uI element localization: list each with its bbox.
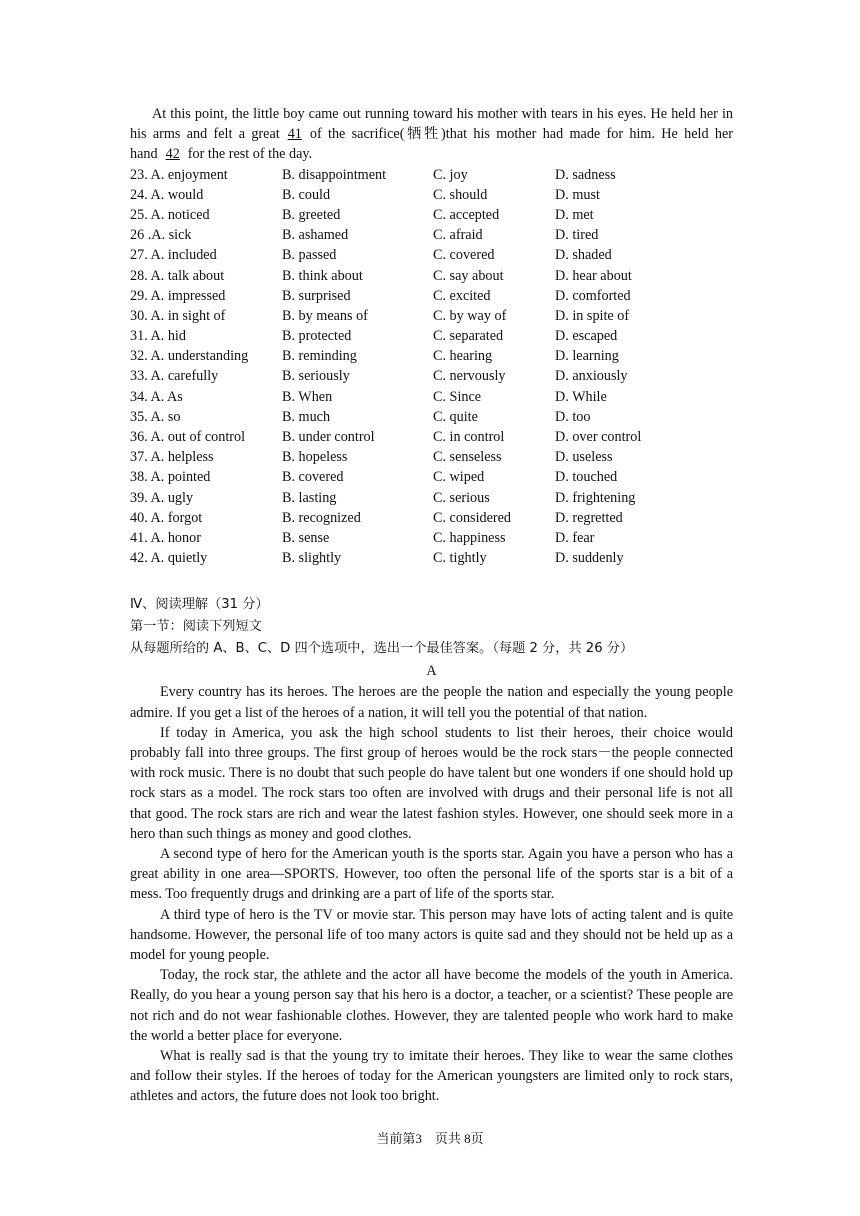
option-b: B. hopeless bbox=[282, 449, 348, 466]
option-a: 26 .A. sick bbox=[130, 227, 192, 244]
option-b: B. sense bbox=[282, 529, 330, 546]
option-a: 34. A. As bbox=[130, 388, 183, 405]
option-row bbox=[130, 427, 733, 447]
option-a: 24. A. would bbox=[130, 186, 204, 203]
option-a: 35. A. so bbox=[130, 408, 181, 425]
option-b: B. reminding bbox=[282, 348, 357, 365]
option-d: D. sadness bbox=[555, 166, 616, 183]
section-instruction: 从每题所给的 A、B、C、D 四个选项中，选出一个最佳答案。（每题 2 分，共 26 分） bbox=[130, 641, 634, 657]
option-c: C. quite bbox=[433, 408, 478, 425]
option-a: 25. A. noticed bbox=[130, 206, 210, 223]
option-a: 23. A. enjoyment bbox=[130, 166, 228, 183]
option-d: D. fear bbox=[555, 529, 595, 546]
passage-paragraph: A third type of hero is the TV or movie star. This person may have lots of acting talent and is quite handsome. However, the personal life of too many actors is quite sad and they should not be held up as a model for young people. bbox=[130, 906, 733, 963]
option-d: D. must bbox=[555, 186, 600, 203]
option-d: D. met bbox=[555, 206, 594, 223]
option-c: C. excited bbox=[433, 287, 491, 304]
option-c: C. accepted bbox=[433, 206, 500, 223]
option-a: 32. A. understanding bbox=[130, 348, 249, 365]
option-row bbox=[130, 225, 733, 245]
option-b: B. ashamed bbox=[282, 227, 349, 244]
option-a: 27. A. included bbox=[130, 247, 217, 264]
option-row bbox=[130, 286, 733, 306]
option-b: B. lasting bbox=[282, 489, 337, 506]
option-a: 38. A. pointed bbox=[130, 469, 211, 486]
blank-42: 42 bbox=[165, 146, 180, 163]
cloze-options-table bbox=[130, 165, 733, 569]
option-c: C. happiness bbox=[433, 529, 506, 546]
option-d: D. suddenly bbox=[555, 550, 624, 567]
option-c: C. considered bbox=[433, 509, 512, 526]
option-d: D. regretted bbox=[555, 509, 623, 526]
option-d: D. in spite of bbox=[555, 307, 630, 324]
intro-text-1: At this point, the little boy came out running toward his mother with tears in his eyes. He held her in his arms and felt a great bbox=[130, 106, 733, 143]
option-row bbox=[130, 266, 733, 286]
passage-label: A bbox=[426, 663, 437, 680]
option-c: C. Since bbox=[433, 388, 482, 405]
option-c: C. in control bbox=[433, 429, 505, 446]
option-row bbox=[130, 447, 733, 467]
option-b: B. slightly bbox=[282, 550, 342, 567]
option-d: D. escaped bbox=[555, 328, 618, 345]
option-b: B. could bbox=[282, 186, 331, 203]
option-b: B. think about bbox=[282, 267, 363, 284]
option-d: D. too bbox=[555, 408, 591, 425]
option-a: 30. A. in sight of bbox=[130, 307, 226, 324]
option-a: 28. A. talk about bbox=[130, 267, 225, 284]
passage-paragraph: What is really sad is that the young try to imitate their heroes. They like to wear the same clothes and follow their styles. If the heroes of today for the American youngsters are limited only to rock stars, athletes and actors, the future does not look too bright. bbox=[130, 1048, 733, 1105]
option-row bbox=[130, 467, 733, 487]
option-a: 42. A. quietly bbox=[130, 550, 208, 567]
option-b: B. When bbox=[282, 388, 333, 405]
option-d: D. anxiously bbox=[555, 368, 628, 385]
option-row bbox=[130, 508, 733, 528]
option-b: B. under control bbox=[282, 429, 375, 446]
option-c: C. hearing bbox=[433, 348, 493, 365]
passage-paragraph: Every country has its heroes. The heroes are the people the nation and especially the young people admire. If you get a list of the heroes of a nation, it will tell you the potential of that nation. bbox=[130, 684, 733, 721]
passage-paragraph: Today, the rock star, the athlete and the actor all have become the models of the youth in America. Really, do you hear a young person say that his hero is a doctor, a teacher, or a scientist? These people are not rich and do not wear fashionable clothes. However, they are talented people who work hard to make the world a better place for everyone. bbox=[130, 967, 733, 1044]
option-row bbox=[130, 306, 733, 326]
option-b: B. greeted bbox=[282, 206, 341, 223]
option-d: D. While bbox=[555, 388, 607, 405]
option-row bbox=[130, 205, 733, 225]
option-b: B. disappointment bbox=[282, 166, 387, 183]
option-row bbox=[130, 528, 733, 548]
option-d: D. learning bbox=[555, 348, 619, 365]
option-b: B. protected bbox=[282, 328, 352, 345]
passage-a bbox=[130, 682, 733, 1106]
option-c: C. by way of bbox=[433, 307, 507, 324]
intro-text-3: for the rest of the day. bbox=[187, 146, 313, 163]
option-a: 37. A. helpless bbox=[130, 449, 214, 466]
option-d: D. useless bbox=[555, 449, 613, 466]
option-a: 33. A. carefully bbox=[130, 368, 219, 385]
option-c: C. senseless bbox=[433, 449, 502, 466]
option-d: D. tired bbox=[555, 227, 599, 244]
option-row bbox=[130, 346, 733, 366]
intro-paragraph bbox=[130, 104, 733, 165]
option-d: D. shaded bbox=[555, 247, 612, 264]
option-row bbox=[130, 185, 733, 205]
blank-41: 41 bbox=[287, 126, 302, 143]
option-row bbox=[130, 407, 733, 427]
option-a: 41. A. honor bbox=[130, 529, 201, 546]
option-row bbox=[130, 387, 733, 407]
passage-paragraph: A second type of hero for the American youth is the sports star. Again you have a person who has a great ability in one area—SPORTS. However, too often the personal life of the sports star is a bit of a mess. Too frequently drugs and drinking are a part of life of the sports star. bbox=[130, 845, 733, 903]
option-b: B. covered bbox=[282, 469, 344, 486]
option-b: B. surprised bbox=[282, 287, 351, 304]
option-c: C. tightly bbox=[433, 550, 487, 567]
option-d: D. frightening bbox=[555, 489, 636, 506]
option-b: B. seriously bbox=[282, 368, 350, 385]
option-c: C. covered bbox=[433, 247, 495, 264]
option-b: B. much bbox=[282, 408, 331, 425]
option-b: B. by means of bbox=[282, 307, 368, 324]
option-c: C. wiped bbox=[433, 469, 485, 486]
option-d: D. hear about bbox=[555, 267, 632, 284]
option-a: 36. A. out of control bbox=[130, 429, 246, 446]
option-row bbox=[130, 488, 733, 508]
option-a: 40. A. forgot bbox=[130, 509, 203, 526]
option-d: D. touched bbox=[555, 469, 618, 486]
option-row bbox=[130, 548, 733, 568]
option-d: D. comforted bbox=[555, 287, 631, 304]
option-c: C. joy bbox=[433, 166, 468, 183]
option-c: C. should bbox=[433, 186, 488, 203]
page-footer: 当前第3 页共 8页 bbox=[376, 1131, 484, 1146]
option-row bbox=[130, 326, 733, 346]
section-subtitle: 第一节：阅读下列短文 bbox=[130, 619, 262, 635]
option-a: 31. A. hid bbox=[130, 328, 186, 345]
option-row bbox=[130, 366, 733, 386]
intro-text-2: of the sacrifice(牺牲)that his mother had made for him. He held her hand bbox=[130, 126, 733, 163]
section-title: Ⅳ、阅读理解（31 分） bbox=[130, 597, 269, 613]
option-c: C. say about bbox=[433, 267, 504, 284]
option-c: C. separated bbox=[433, 328, 504, 345]
passage-paragraph: If today in America, you ask the high school students to list their heroes, their choice would probably fall into three groups. The first group of heroes would be the rock stars－the people connected with rock music. There is no doubt that such people do have talent but one wonders if one should hold up rock stars as a model. The rock stars too often are involved with drugs and their personal life is not all that good. The rock stars are rich and wear the latest fashion styles. However, one should seek more in a hero than such things as money and good clothes. bbox=[130, 724, 733, 842]
option-a: 39. A. ugly bbox=[130, 489, 194, 506]
option-row bbox=[130, 165, 733, 185]
option-b: B. passed bbox=[282, 247, 337, 264]
option-c: C. serious bbox=[433, 489, 490, 506]
option-b: B. recognized bbox=[282, 509, 361, 526]
option-d: D. over control bbox=[555, 429, 642, 446]
option-c: C. afraid bbox=[433, 227, 483, 244]
option-row bbox=[130, 245, 733, 265]
option-c: C. nervously bbox=[433, 368, 506, 385]
page-content bbox=[130, 104, 733, 1107]
option-a: 29. A. impressed bbox=[130, 287, 226, 304]
